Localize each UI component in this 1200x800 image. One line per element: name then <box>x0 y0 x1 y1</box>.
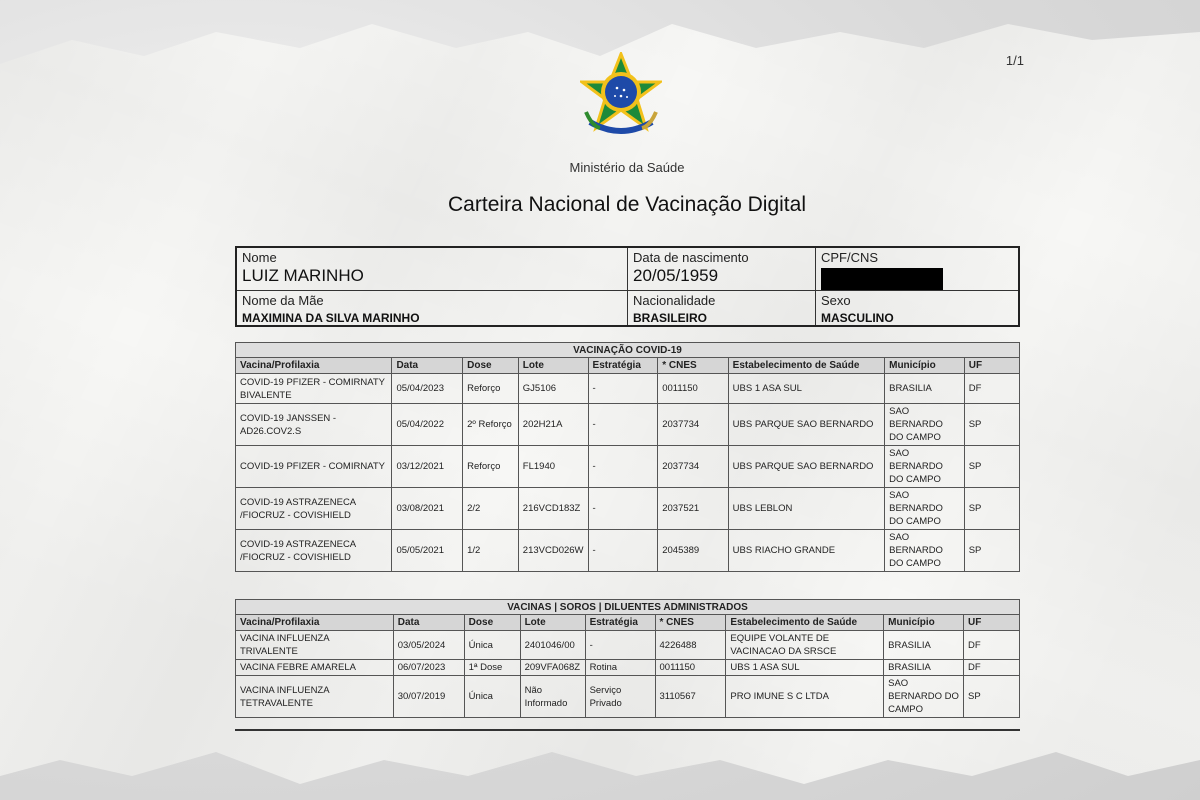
mother-label: Nome da Mãe <box>242 293 324 308</box>
cpf-cell <box>816 248 1018 291</box>
lot-cell: GJ5106 <box>518 374 588 404</box>
vaccine-cell: COVID-19 ASTRAZENECA /FIOCRUZ - COVISHIELD <box>236 488 392 530</box>
cnes-cell: 0011150 <box>658 374 728 404</box>
lot-cell: Não Informado <box>520 676 585 718</box>
facility-cell: UBS 1 ASA SUL <box>726 660 884 676</box>
table-row <box>236 631 1020 660</box>
column-header: Município <box>884 615 964 631</box>
strategy-cell: Serviço Privado <box>585 676 655 718</box>
facility-cell: UBS PARQUE SAO BERNARDO <box>728 446 884 488</box>
other-header-row <box>236 615 1020 631</box>
vaccine-cell: VACINA INFLUENZA TRIVALENTE <box>236 631 394 660</box>
column-header: * CNES <box>655 615 726 631</box>
facility-cell: UBS PARQUE SAO BERNARDO <box>728 404 884 446</box>
column-header: Dose <box>464 615 520 631</box>
mother-cell <box>237 291 628 325</box>
city-cell: SAO BERNARDO DO CAMPO <box>885 404 965 446</box>
vaccine-cell: COVID-19 ASTRAZENECA /FIOCRUZ - COVISHIELD <box>236 530 392 572</box>
name-label: Nome <box>242 250 277 265</box>
city-cell: SAO BERNARDO DO CAMPO <box>884 676 964 718</box>
dose-cell: Única <box>464 676 520 718</box>
dose-cell: 2º Reforço <box>463 404 519 446</box>
city-cell: SAO BERNARDO DO CAMPO <box>885 530 965 572</box>
mother-value: MAXIMINA DA SILVA MARINHO <box>242 311 420 325</box>
column-header: Vacina/Profilaxia <box>236 358 392 374</box>
name-cell <box>237 248 628 291</box>
birth-label: Data de nascimento <box>633 250 749 265</box>
facility-cell: UBS RIACHO GRANDE <box>728 530 884 572</box>
table-row <box>236 404 1020 446</box>
dose-cell: Reforço <box>463 446 519 488</box>
cnes-cell: 2037521 <box>658 488 728 530</box>
covid-table-caption: VACINAÇÃO COVID-19 <box>236 343 1020 358</box>
column-header: Data <box>392 358 463 374</box>
dose-cell: Reforço <box>463 374 519 404</box>
cnes-cell: 2037734 <box>658 446 728 488</box>
state-cell: SP <box>964 488 1019 530</box>
nationality-value: BRASILEIRO <box>633 311 708 325</box>
column-header: Estabelecimento de Saúde <box>726 615 884 631</box>
lot-cell: 2401046/00 <box>520 631 585 660</box>
strategy-cell: - <box>588 530 658 572</box>
nationality-cell <box>628 291 816 325</box>
state-cell: SP <box>964 676 1020 718</box>
facility-cell: UBS LEBLON <box>728 488 884 530</box>
date-cell: 30/07/2019 <box>393 676 464 718</box>
covid-header-row <box>236 358 1020 374</box>
column-header: Dose <box>463 358 519 374</box>
table-row <box>236 374 1020 404</box>
column-header: * CNES <box>658 358 728 374</box>
birth-value: 20/05/1959 <box>633 266 719 285</box>
strategy-cell: - <box>588 374 658 404</box>
vaccine-cell: COVID-19 JANSSEN - AD26.COV2.S <box>236 404 392 446</box>
sex-label: Sexo <box>821 293 851 308</box>
lot-cell: 209VFA068Z <box>520 660 585 676</box>
facility-cell: UBS 1 ASA SUL <box>728 374 884 404</box>
facility-cell: EQUIPE VOLANTE DE VACINACAO DA SRSCE <box>726 631 884 660</box>
date-cell: 03/08/2021 <box>392 488 463 530</box>
state-cell: DF <box>964 660 1020 676</box>
strategy-cell: Rotina <box>585 660 655 676</box>
cnes-cell: 3110567 <box>655 676 726 718</box>
date-cell: 05/05/2021 <box>392 530 463 572</box>
column-header: Município <box>885 358 965 374</box>
date-cell: 03/12/2021 <box>392 446 463 488</box>
cpf-label: CPF/CNS <box>821 250 879 265</box>
identification-box <box>235 246 1020 327</box>
sex-cell <box>816 291 1018 325</box>
cpf-redaction-bar <box>821 268 943 290</box>
city-cell: BRASILIA <box>885 374 965 404</box>
lot-cell: FL1940 <box>518 446 588 488</box>
table-row <box>236 676 1020 718</box>
vaccine-cell: COVID-19 PFIZER - COMIRNATY <box>236 446 392 488</box>
column-header: UF <box>964 358 1019 374</box>
city-cell: BRASILIA <box>884 660 964 676</box>
state-cell: SP <box>964 404 1019 446</box>
column-header: UF <box>964 615 1020 631</box>
column-header: Estabelecimento de Saúde <box>728 358 884 374</box>
dose-cell: 2/2 <box>463 488 519 530</box>
date-cell: 05/04/2022 <box>392 404 463 446</box>
dose-cell: 1ª Dose <box>464 660 520 676</box>
column-header: Estratégia <box>585 615 655 631</box>
table-row <box>236 530 1020 572</box>
facility-cell: PRO IMUNE S C LTDA <box>726 676 884 718</box>
page-number: 1/1 <box>1005 53 1024 68</box>
city-cell: SAO BERNARDO DO CAMPO <box>885 446 965 488</box>
cnes-cell: 2045389 <box>658 530 728 572</box>
state-cell: DF <box>964 631 1020 660</box>
lot-cell: 216VCD183Z <box>518 488 588 530</box>
name-value: LUIZ MARINHO <box>242 266 364 285</box>
document-title: Carteira Nacional de Vacinação Digital <box>448 193 806 216</box>
cnes-cell: 2037734 <box>658 404 728 446</box>
vaccine-cell: VACINA INFLUENZA TETRAVALENTE <box>236 676 394 718</box>
ministry-name: Ministério da Saúde <box>569 160 685 175</box>
birth-cell <box>628 248 816 291</box>
strategy-cell: - <box>588 446 658 488</box>
vaccine-cell: VACINA FEBRE AMARELA <box>236 660 394 676</box>
table-row <box>236 446 1020 488</box>
column-header: Data <box>393 615 464 631</box>
city-cell: BRASILIA <box>884 631 964 660</box>
state-cell: DF <box>964 374 1019 404</box>
other-table-caption: VACINAS | SOROS | DILUENTES ADMINISTRADOS <box>236 600 1020 615</box>
state-cell: SP <box>964 446 1019 488</box>
dose-cell: 1/2 <box>463 530 519 572</box>
sex-value: MASCULINO <box>821 311 894 325</box>
date-cell: 05/04/2023 <box>392 374 463 404</box>
strategy-cell: - <box>585 631 655 660</box>
table-row <box>236 488 1020 530</box>
column-header: Lote <box>520 615 585 631</box>
city-cell: SAO BERNARDO DO CAMPO <box>885 488 965 530</box>
covid-vaccination-table <box>235 342 1020 572</box>
lot-cell: 213VCD026W <box>518 530 588 572</box>
table-row <box>236 660 1020 676</box>
strategy-cell: - <box>588 488 658 530</box>
cnes-cell: 4226488 <box>655 631 726 660</box>
other-vaccines-table <box>235 599 1020 718</box>
date-cell: 03/05/2024 <box>393 631 464 660</box>
nationality-label: Nacionalidade <box>633 293 716 308</box>
column-header: Vacina/Profilaxia <box>236 615 394 631</box>
date-cell: 06/07/2023 <box>393 660 464 676</box>
vaccine-cell: COVID-19 PFIZER - COMIRNATY BIVALENTE <box>236 374 392 404</box>
cnes-cell: 0011150 <box>655 660 726 676</box>
column-header: Estratégia <box>588 358 658 374</box>
footer-rule <box>235 729 1020 731</box>
strategy-cell: - <box>588 404 658 446</box>
dose-cell: Única <box>464 631 520 660</box>
state-cell: SP <box>964 530 1019 572</box>
column-header: Lote <box>518 358 588 374</box>
lot-cell: 202H21A <box>518 404 588 446</box>
brazil-coat-of-arms-emblem <box>580 52 662 140</box>
